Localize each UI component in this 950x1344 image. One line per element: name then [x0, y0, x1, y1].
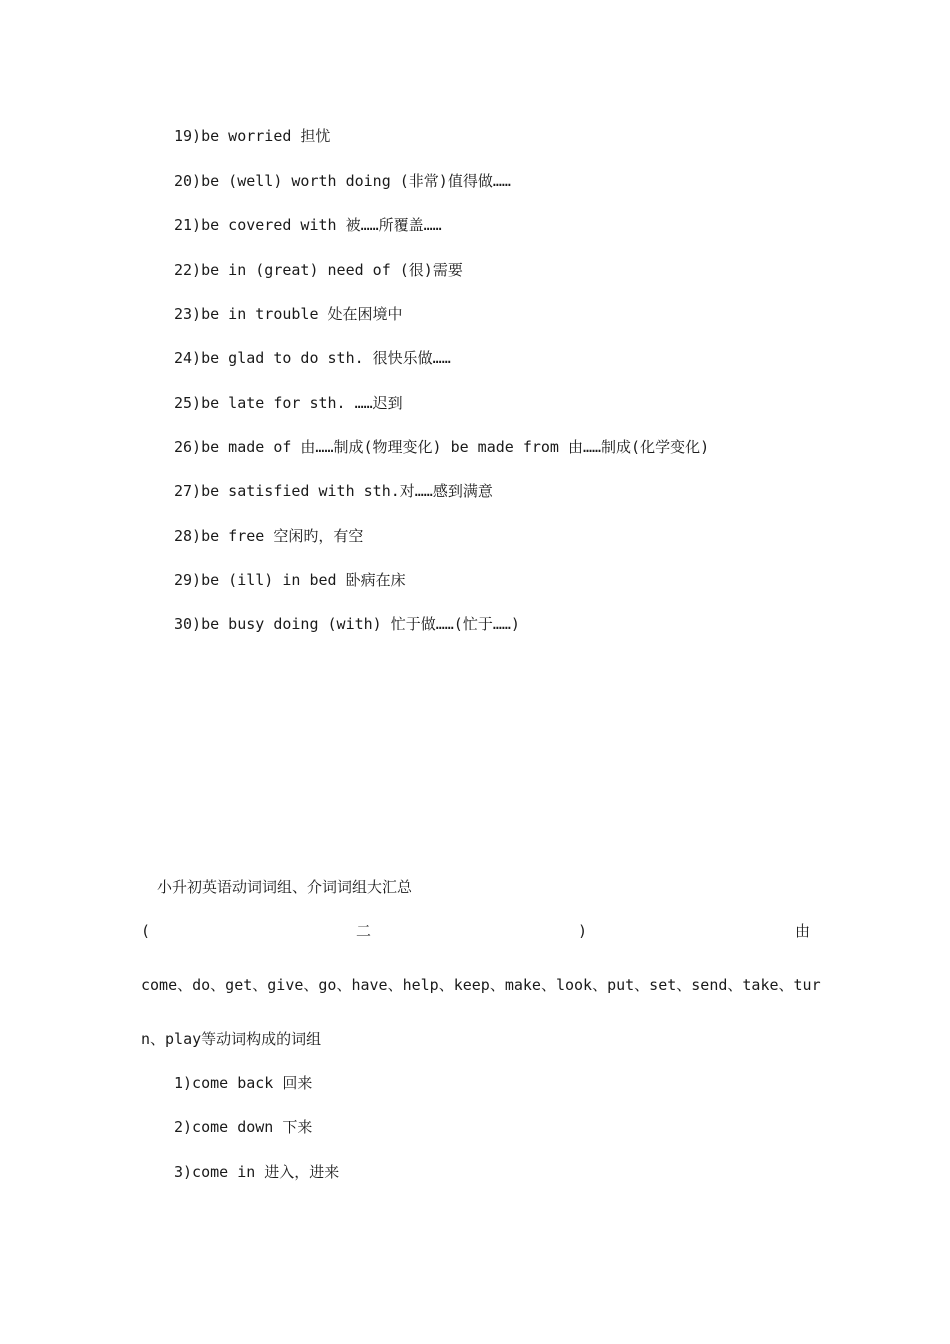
verb-list-line: n、play等动词构成的词组	[141, 1030, 322, 1048]
list-item: 21)be covered with 被……所覆盖……	[174, 216, 442, 234]
list-item: 1)come back 回来	[174, 1074, 313, 1092]
list-item: 28)be free 空闲旳，有空	[174, 527, 364, 545]
list-item: 3)come in 进入，进来	[174, 1163, 340, 1181]
list-item: 30)be busy doing (with) 忙于做……(忙于……)	[174, 615, 520, 633]
list-item: 22)be in (great) need of (很)需要	[174, 261, 463, 279]
paren-open: (	[141, 922, 151, 940]
list-item: 2)come down 下来	[174, 1118, 313, 1136]
section-prefix: 由	[795, 922, 811, 940]
section-number: 二	[356, 922, 372, 940]
list-item: 27)be satisfied with sth.对……感到满意	[174, 482, 493, 500]
section-heading: 小升初英语动词词组、介词词组大汇总	[157, 878, 413, 896]
list-item: 20)be (well) worth doing (非常)值得做……	[174, 172, 511, 190]
paren-close: )	[578, 922, 588, 940]
list-item: 23)be in trouble 处在困境中	[174, 305, 403, 323]
list-item: 19)be worried 担忧	[174, 127, 331, 145]
verb-list-line: come、do、get、give、go、have、help、keep、make、look、put、set、send、take、tur	[141, 976, 821, 994]
list-item: 25)be late for sth. ……迟到	[174, 394, 403, 412]
list-item: 29)be (ill) in bed 卧病在床	[174, 571, 406, 589]
list-item: 26)be made of 由……制成(物理变化) be made from 由……制成(化学变化)	[174, 438, 710, 456]
list-item: 24)be glad to do sth. 很快乐做……	[174, 349, 451, 367]
